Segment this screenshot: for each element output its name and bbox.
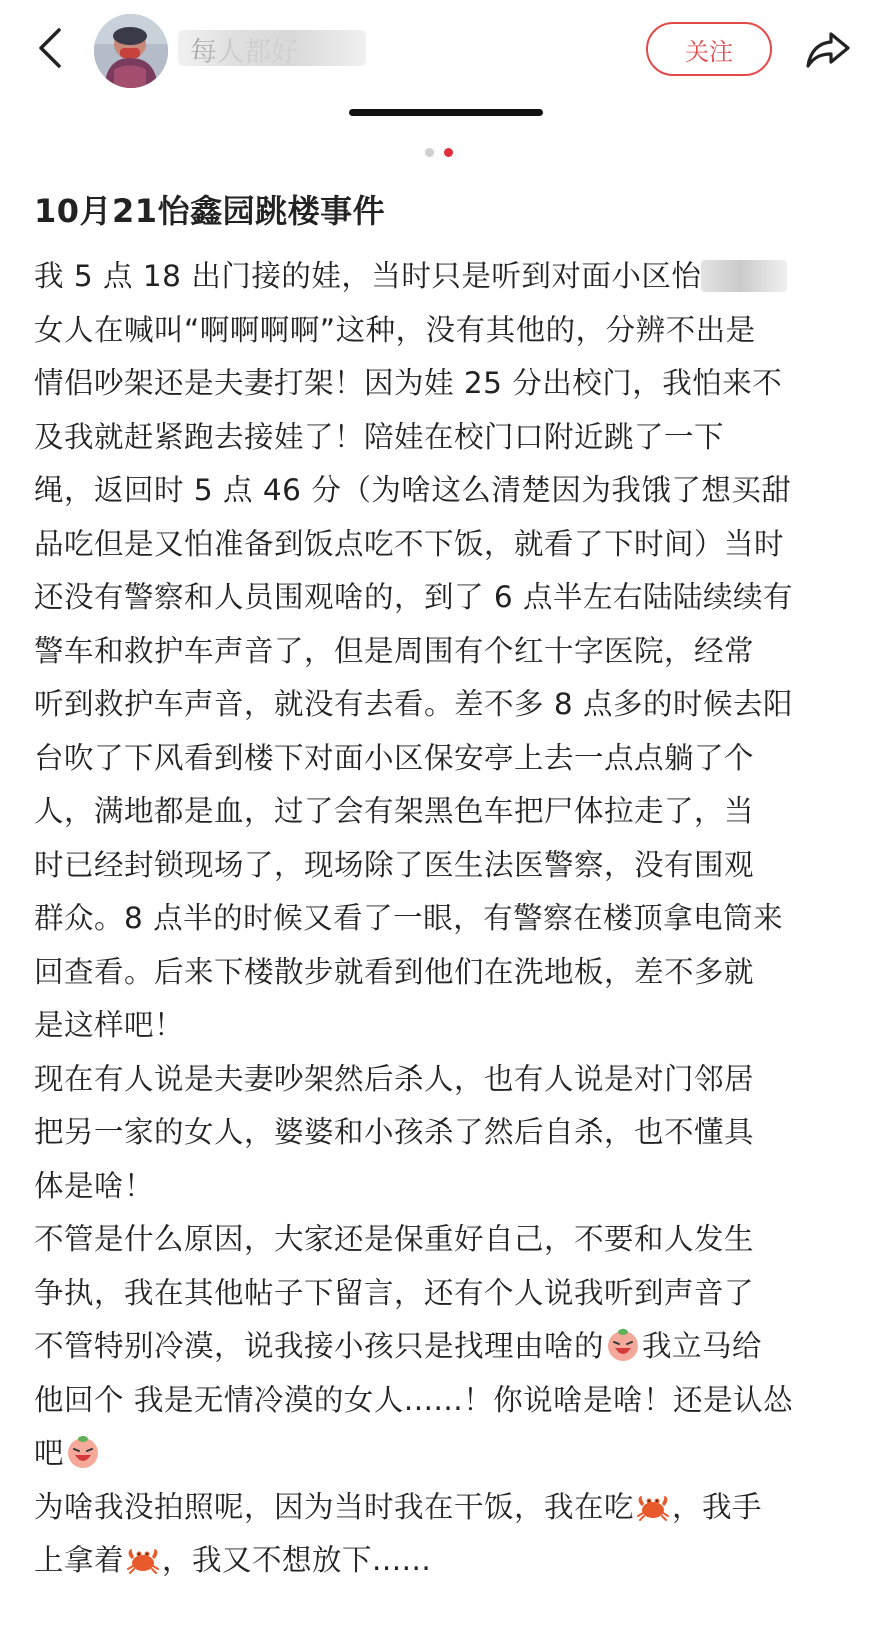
text-blur-mask [701,260,787,292]
post-line: 时已经封锁现场了，现场除了医生法医警察，没有围观 [34,847,755,882]
post-line [34,250,862,304]
post-line-text: ，我又不想放下...... [162,1543,432,1577]
post-line [34,1481,862,1535]
chevron-left-icon [37,26,63,70]
post-line [34,1320,862,1374]
post-line-text: 吧 [34,1436,65,1470]
post-line: 女人在喊叫“啊啊啊啊”这种，没有其他的，分辨不出是 [34,312,756,347]
post-line-text: 不管特别冷漠，说我接小孩只是找理由啥的 [34,1329,605,1363]
follow-button[interactable]: 关注 [646,22,772,76]
carousel-dot[interactable] [425,148,434,157]
crab-emoji-icon [635,1488,671,1524]
post-line: 绳，返回时 5 点 46 分（为啥这么清楚因为我饿了想买甜 [34,473,792,507]
post-line: 体是啥！ [34,1168,155,1203]
post-line: 品吃但是又怕准备到饭点吃不下饭，就看了下时间）当时 [34,526,785,561]
post-header [0,0,888,100]
share-arrow-icon [805,30,851,70]
carousel-dot-active[interactable] [444,148,453,157]
post-line-text: ，我手 [672,1489,763,1524]
crab-emoji-icon [125,1541,161,1577]
post-line: 现在有人说是夫妻吵架然后杀人，也有人说是对门邻居 [34,1061,755,1096]
post-line: 是这样吧！ [34,1008,185,1042]
post-line: 及我就赶紧跑去接娃了！陪娃在校门口附近跳了一下 [34,419,725,454]
post-line: 他回个 我是无情冷漠的女人......！你说啥是啥！还是认怂 [34,1382,794,1417]
post-line-text: 我立马给 [642,1329,763,1363]
post-line: 听到救护车声音，就没有去看。差不多 8 点多的时候去阳 [34,687,794,721]
post-line: 群众。8 点半的时候又看了一眼，有警察在楼顶拿电筒来 [34,901,784,935]
post-line: 回查看。后来下楼散步就看到他们在洗地板，差不多就 [34,954,755,989]
post-line: 还没有警察和人员围观啥的，到了 6 点半左右陆陆续续有 [34,580,794,614]
post-line: 把另一家的女人，婆婆和小孩杀了然后自杀，也不懂具 [34,1115,755,1149]
post-line: 警车和救护车声音了，但是周围有个红十字医院，经常 [34,633,755,668]
post-line-text: 为啥我没拍照呢，因为当时我在干饭，我在吃 [34,1489,635,1524]
post-line: 台吹了下风看到楼下对面小区保安亭上去一点点躺了个 [34,740,755,775]
post-line: 不管是什么原因，大家还是保重好自己，不要和人发生 [34,1222,755,1256]
username-blur-mask [178,30,366,66]
back-button[interactable] [28,20,72,76]
post-line-text: 上拿着 [34,1543,125,1577]
avatar-image [94,14,168,88]
laughing-face-emoji-icon [65,1434,101,1470]
post-line: 情侣吵架还是夫妻打架！因为娃 25 分出校门，我怕来不 [34,366,783,400]
media-indicator-bar [349,109,543,116]
post-line: 人，满地都是血，过了会有架黑色车把尸体拉走了，当 [34,794,755,828]
share-button[interactable] [800,24,856,76]
laughing-face-emoji-icon [605,1327,641,1363]
post-line [34,1534,862,1588]
carousel-dots [425,148,453,157]
post-title: 10月21怡鑫园跳楼事件 [34,192,386,230]
post-body [34,250,862,1588]
avatar[interactable] [94,14,168,88]
post-line-text: 我 5 点 18 出门接的娃，当时只是听到对面小区怡 [34,259,702,293]
post-line [34,1427,862,1481]
post-line: 争执，我在其他帖子下留言，还有个人说我听到声音了 [34,1275,755,1310]
